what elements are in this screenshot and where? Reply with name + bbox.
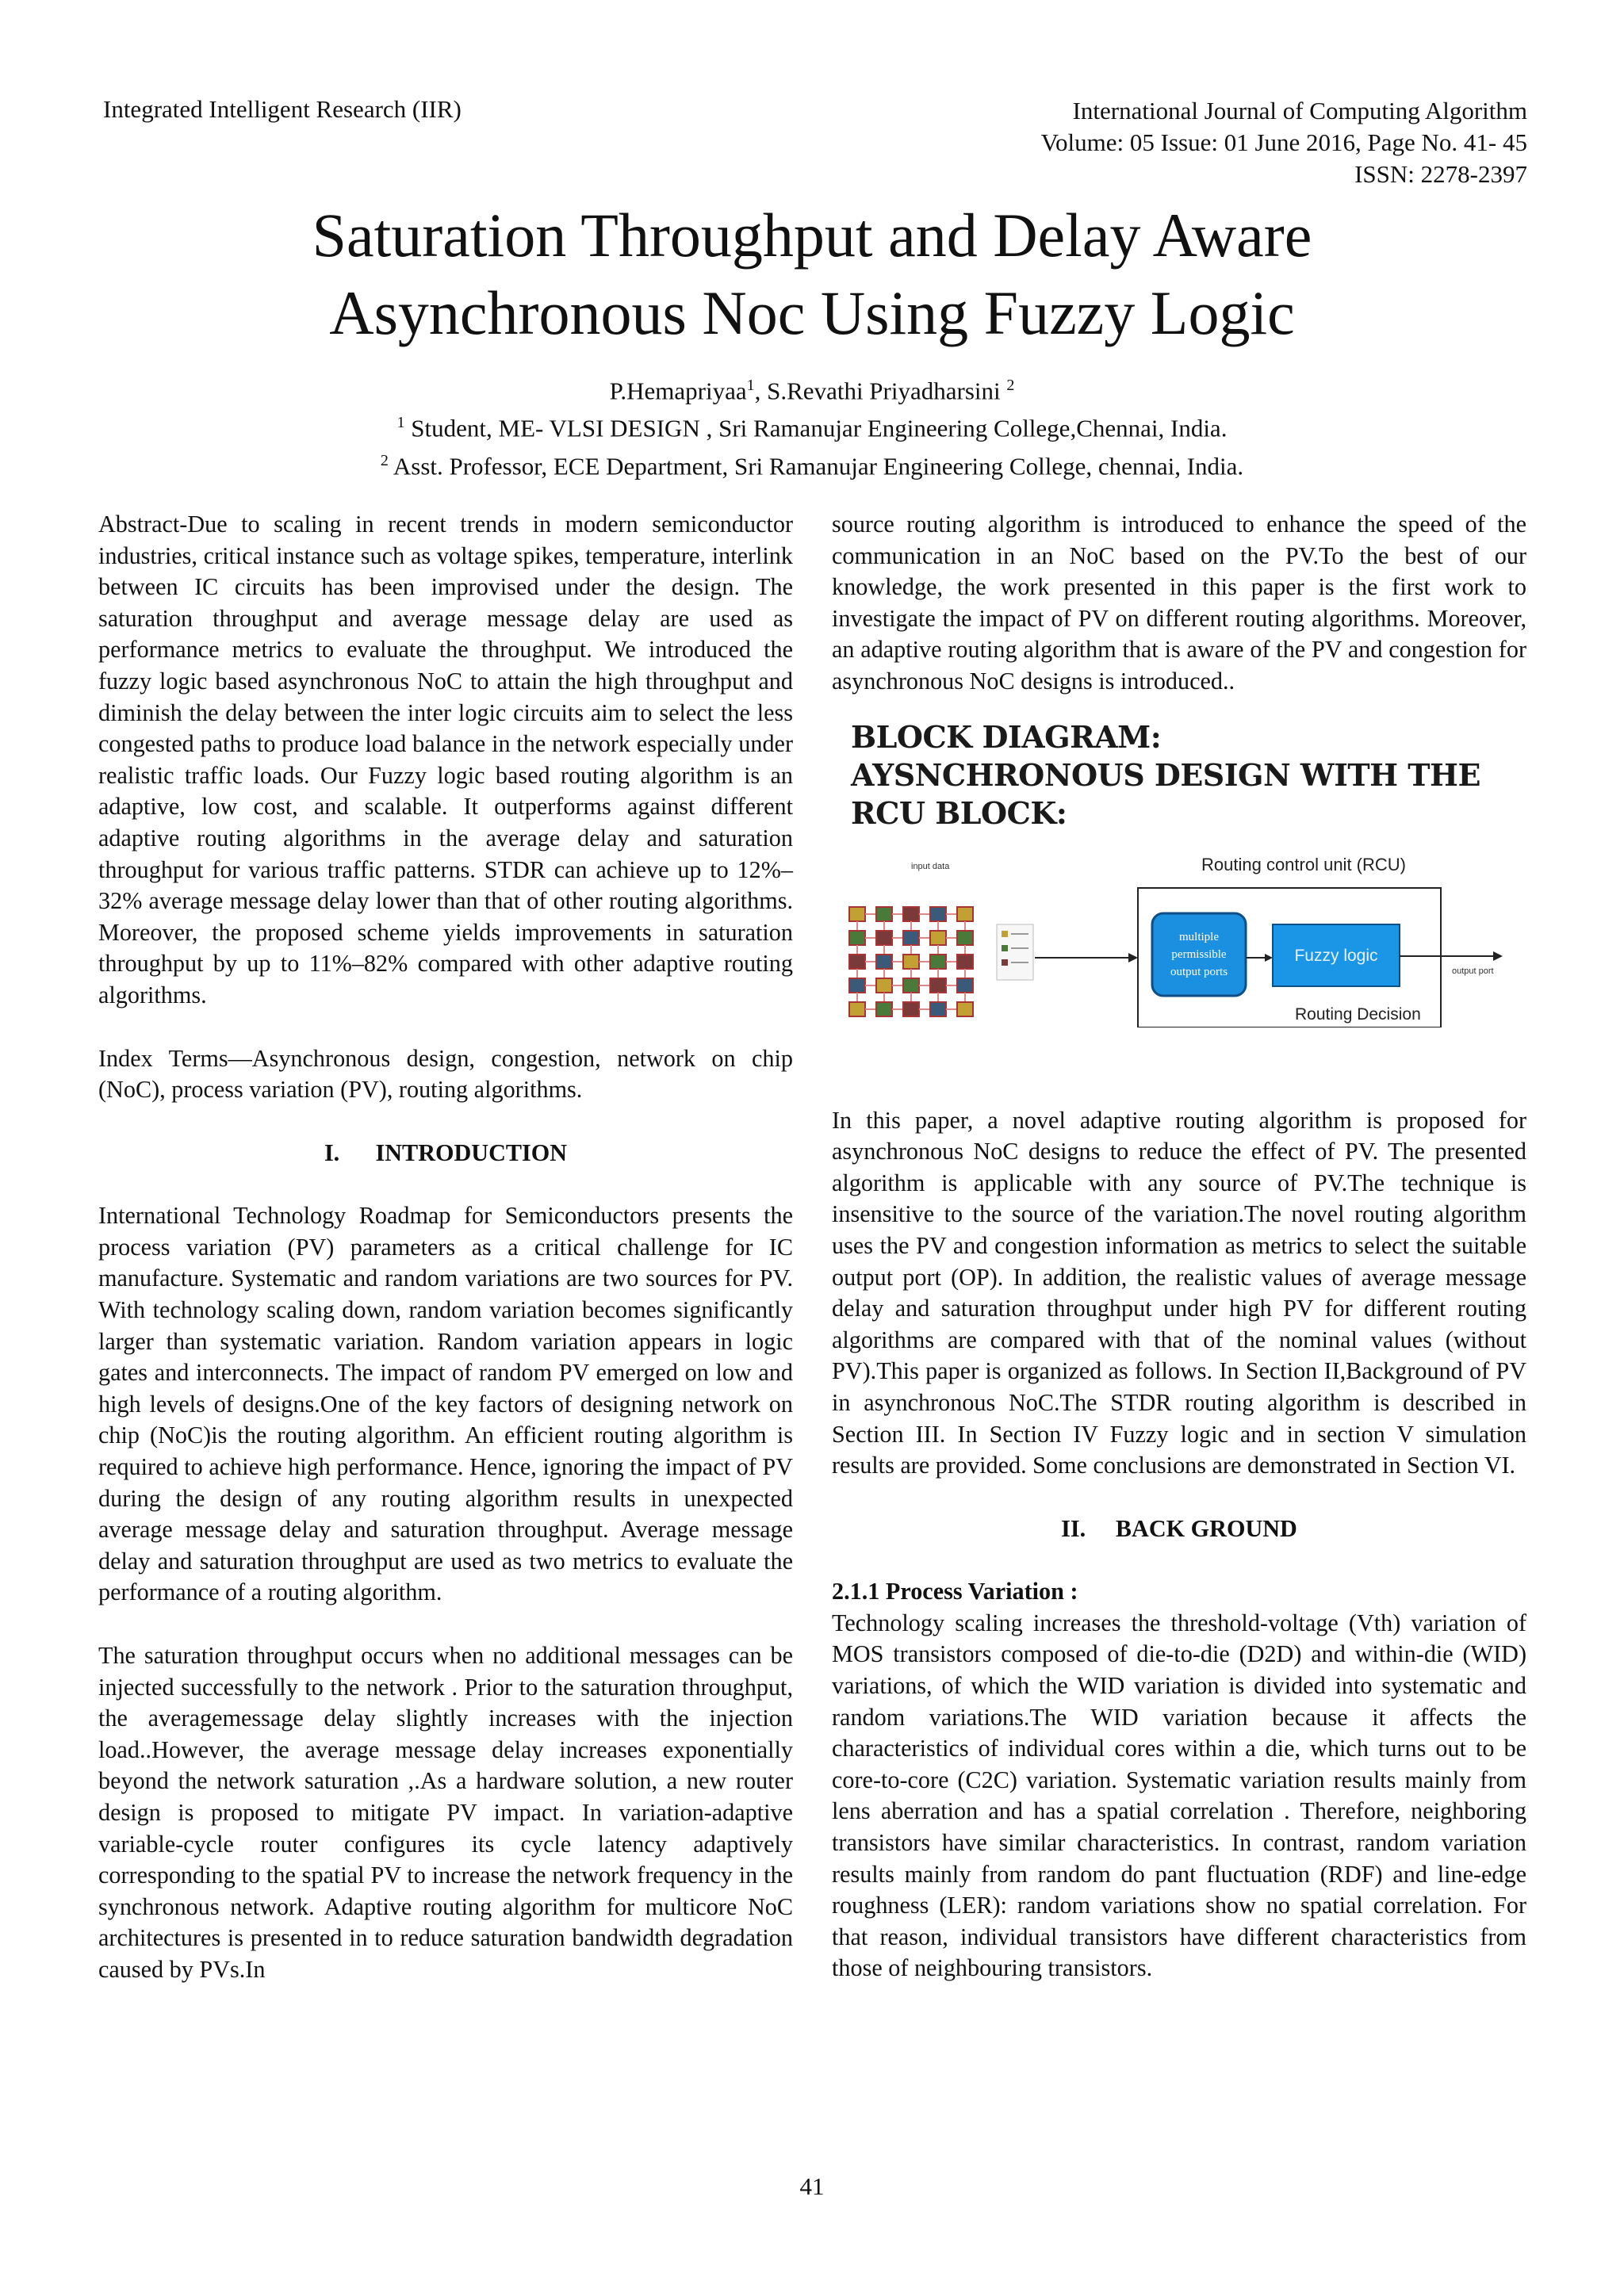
input-arrow-head: [1128, 953, 1138, 962]
author-1: P.Hemapriyaa: [609, 377, 747, 405]
mesh-node: [903, 1002, 919, 1016]
affiliation-2-sup: 2: [380, 451, 389, 469]
right-paragraph-3: Technology scaling increases the threshold-voltage (Vth) variation of MOS transistors composed of die-to-die (D2D) and within-die (WID) variations, of which the WID variation is divided into systematic and random variations.The WID variation because it affects the characteristics of individual cores within a die, which turns out to be core-to-core (C2C) variation. Systematic variation results mainly from lens aberration and has a spatial correlation . Therefore, neighboring transistors have similar characteristics. In contrast, random variation results mainly from random do pant fluctuation (RDF) and line-edge roughness (LER): random variations show no spatial correlation. For that reason, individual transistors have different characteristics from those of neighbouring transistors.: [832, 1609, 1526, 1982]
figure-heading-line-2: AYSNCHRONOUS DESIGN WITH THE: [851, 756, 1480, 793]
block-diagram: [832, 845, 1526, 1027]
journal-info: [1041, 95, 1527, 190]
author-sep: ,: [754, 377, 768, 405]
rcu-label: Routing control unit (RCU): [1201, 854, 1406, 874]
figure-heading-line-3: RCU BLOCK:: [851, 794, 1067, 831]
mesh-node: [876, 931, 892, 945]
journal-publisher: Integrated Intelligent Research (IIR): [103, 95, 462, 123]
output-port-label: output port: [1452, 966, 1494, 976]
mesh-node: [903, 978, 919, 993]
mesh-node: [876, 1002, 892, 1016]
legend-swatch-2: [1002, 945, 1008, 951]
multiple-ports-text-3: output ports: [1170, 965, 1228, 978]
right-paragraph-1: source routing algorithm is introduced to enhance the speed of the communication in an NoC based on the PV.To the best of our knowledge, the work presented in this paper is the first work to investigate the impact of PV on different routing algorithms. Moreover, an adaptive routing algorithm that is aware of the PV and congestion for asynchronous NoC designs is introduced..: [832, 511, 1526, 695]
mesh-node: [957, 1002, 973, 1016]
intro-paragraph-1: International Technology Roadmap for Semiconductors presents the process variation (PV) parameters as a critical challenge for IC manufacture. Systematic and random variations are two sources for PV. With technology scaling down, random variation becomes significantly larger than systematic variation. Random variation appears in logic gates and interconnects. The impact of random PV emerged on low and high levels of designs.One of the key factors of designing network on chip (NoC)is the routing algorithm. An efficient routing algorithm is required to achieve high performance. Hence, ignoring the impact of PV during the design of any routing algorithm results in unexpected average message delay and saturation throughput. Average message delay and saturation throughput are used as two metrics to evaluate the performance of a routing algorithm.: [98, 1202, 793, 1606]
affiliation-2: [159, 445, 1465, 482]
figure-heading: [851, 718, 1526, 832]
subsection-process-variation-title: 2.1.1 Process Variation :: [832, 1578, 1078, 1605]
output-arrow-head: [1493, 951, 1503, 961]
author-block: [159, 369, 1465, 482]
mesh-node: [957, 955, 973, 969]
page-number: 41: [799, 2172, 825, 2200]
right-column: [832, 509, 1526, 1984]
noc-mesh-grid: [849, 907, 973, 1016]
multiple-ports-text-2: permissible: [1171, 947, 1227, 961]
mesh-node: [903, 907, 919, 921]
mesh-node: [876, 907, 892, 921]
figure-heading-line-1: BLOCK DIAGRAM:: [851, 718, 1162, 755]
block-diagram-figure: [832, 718, 1526, 1091]
mesh-node: [930, 1002, 946, 1016]
title-line-2: Asynchronous Noc Using Fuzzy Logic: [329, 278, 1295, 347]
legend-swatch-3: [1002, 959, 1008, 966]
affiliation-1-text: Student, ME- VLSI DESIGN , Sri Ramanujar Engineering College,Chennai, India.: [404, 414, 1228, 442]
affiliation-1: [159, 407, 1465, 444]
mesh-node: [930, 978, 946, 993]
journal-issn: ISSN: 2278-2397: [1354, 160, 1527, 188]
intro-paragraph-2: The saturation throughput occurs when no additional messages can be injected successfully to the network . Prior to the saturation throughput, the averagemessage delay slightly increases with the injection load..However, the average message delay increases exponentially beyond the network saturation ,.As a hardware solution, a new router design is proposed to mitigate PV impact. In variation-adaptive variable-cycle router configures its cycle latency adaptively corresponding to the spatial PV to increase the network frequency in the synchronous network. Adaptive routing algorithm for multicore NoC architectures is presented in to reduce saturation bandwidth degradation caused by PVs.In: [98, 1642, 793, 1983]
mesh-node: [957, 978, 973, 993]
section-background-title: II. BACK GROUND: [1061, 1514, 1297, 1542]
fuzzy-logic-text: Fuzzy logic: [1294, 946, 1378, 965]
index-terms: Index Terms—Asynchronous design, congestion, network on chip (NoC), process variation (PV), routing algorithms.: [98, 1044, 793, 1104]
author-2-sup: 2: [1006, 377, 1015, 394]
mesh-node: [849, 978, 865, 993]
input-data-label: input data: [911, 861, 950, 871]
mesh-node: [957, 907, 973, 921]
inner-arrow-head: [1265, 954, 1273, 962]
right-paragraph-2: In this paper, a novel adaptive routing algorithm is proposed for asynchronous NoC designs to reduce the effect of PV. The presented algorithm is applicable with any source of PV.The technique is insensitive to the source of the variation.The novel routing algorithm uses the PV and congestion information as metrics to select the suitable output port (OP). In addition, the realistic values of average message delay and saturation throughput under high PV for different routing algorithms are compared with that of the nominal values (without PV).This paper is organized as follows. In Section II,Background of PV in asynchronous NoC.The STDR routing algorithm is described in Section III. In Section IV Fuzzy logic and in section V simulation results are provided. Some conclusions are demonstrated in Section VI.: [832, 1106, 1526, 1479]
author-names: [159, 369, 1465, 407]
mesh-node: [849, 907, 865, 921]
section-introduction-title: I. INTRODUCTION: [324, 1138, 568, 1166]
mesh-node: [876, 978, 892, 993]
title-line-1: Saturation Throughput and Delay Aware: [312, 201, 1312, 270]
mesh-node: [849, 1002, 865, 1016]
mesh-node: [903, 931, 919, 945]
mesh-node: [876, 955, 892, 969]
mesh-node: [903, 955, 919, 969]
mesh-node: [930, 955, 946, 969]
abstract: Abstract-Due to scaling in recent trends in modern semiconductor industries, critical instance such as voltage spikes, temperature, interlink between IC circuits has been improvised under the design. The saturation throughput and average message delay are used as performance metrics to evaluate the throughput. We introduced the fuzzy logic based asynchronous NoC to attain the high throughput and diminish the delay between the inter logic circuits aim to select the less congested paths to produce load balance in the network especially under realistic traffic loads. Our Fuzzy logic based routing algorithm is an adaptive, low cost, and scalable. It outperforms against different adaptive routing algorithms in the average delay and saturation throughput for various traffic patterns. STDR can achieve up to 12%–32% average message delay lower than that of other routing algorithms. Moreover, the proposed scheme yields improvements in saturation throughput by up to 11%–82% compared with other adaptive routing algorithms.: [98, 511, 793, 1008]
affiliation-1-sup: 1: [396, 414, 405, 432]
legend-swatch-1: [1002, 931, 1008, 937]
author-2: S.Revathi Priyadharsini: [767, 377, 1007, 405]
mesh-node: [849, 955, 865, 969]
routing-decision-label: Routing Decision: [1295, 1004, 1421, 1024]
multiple-ports-text-1: multiple: [1179, 930, 1219, 943]
affiliation-2-text: Asst. Professor, ECE Department, Sri Ramanujar Engineering College, chennai, India.: [388, 451, 1244, 480]
journal-name: International Journal of Computing Algorithm: [1072, 97, 1527, 124]
mesh-node: [930, 907, 946, 921]
author-1-sup: 1: [746, 377, 755, 394]
mesh-node: [957, 931, 973, 945]
mesh-node: [849, 931, 865, 945]
mesh-node: [930, 931, 946, 945]
journal-volume: Volume: 05 Issue: 01 June 2016, Page No. 41- 45: [1040, 128, 1527, 156]
left-column: [98, 509, 793, 1986]
paper-title: [159, 197, 1465, 352]
